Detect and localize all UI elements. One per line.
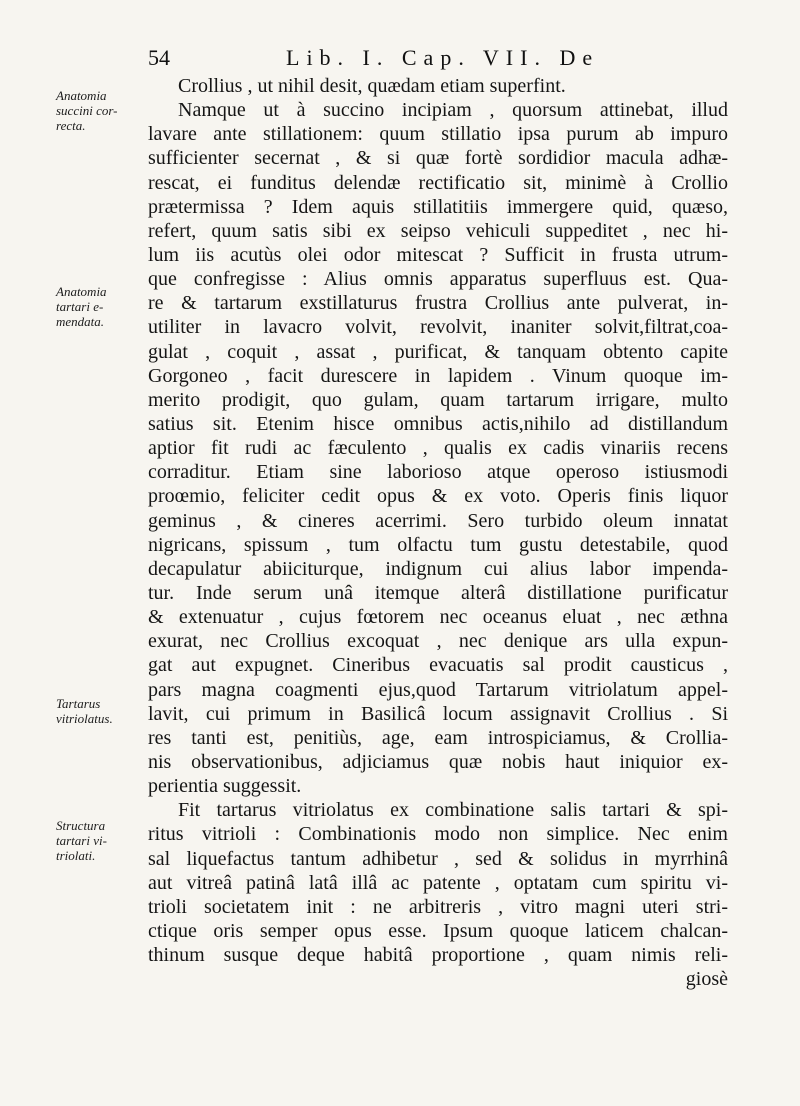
margin-note-line: tartari vi- <box>56 833 107 848</box>
page-header <box>148 44 728 74</box>
text-line: & extenuatur , cujus fœtorem nec oceanus eluat , nec æthna <box>148 606 728 629</box>
text-line: lum iis acutùs olei odor mitescat ? Sufficit in frusta utrum- <box>148 243 728 266</box>
text-line: sufficienter secernat , & si quæ fortè sordidior macula adhæ- <box>148 147 728 170</box>
text-line: rescat, ei funditus delendæ rectificatio sit, minimè à Crollio <box>148 171 728 194</box>
margin-note-structura <box>56 818 107 863</box>
text-line: trioli societatem init : ne arbitreris , vitro magni uteri stri- <box>148 895 728 918</box>
text-line: que confregisse : Alius omnis apparatus superfluus est. Qua- <box>148 268 728 291</box>
text-line: geminus , & cineres acerrimi. Sero turbido oleum innatat <box>148 509 728 532</box>
margin-note-anatomia-succini <box>56 88 117 133</box>
margin-notes <box>56 0 136 1106</box>
margin-note-line: triolati. <box>56 848 96 863</box>
text-line: lavare ante stillationem: quum stillatio ipsa purum ab impuro <box>148 123 728 146</box>
text-line: Fit tartarus vitriolatus ex combinatione salis tartari & spi- <box>178 799 728 822</box>
text-line: tur. Inde serum unâ itemque alterâ distillatione purificatur <box>148 581 728 604</box>
running-head: Lib. I. Cap. VII. De <box>286 45 600 70</box>
margin-note-line: Structura <box>56 818 106 833</box>
text-line: Gorgoneo , facit durescere in lapidem . Vinum quoque im- <box>148 364 728 387</box>
text-line: lavit, cui primum in Basilicâ locum assignavit Crollius . Si <box>148 702 728 725</box>
text-line: aut vitreâ patinâ latâ illâ ac patente , optatam cum spiritu vi- <box>148 871 728 894</box>
text-line: prætermissa ? Idem aquis stillatitiis immergere quid, quæso, <box>148 195 728 218</box>
text-line: re & tartarum exstillaturus frustra Crollius ante pulverat, in- <box>148 292 728 315</box>
margin-note-line: vitriolatus. <box>56 711 113 726</box>
text-line: gulat , coquit , assat , purificat, & tanquam obtento capite <box>148 340 728 363</box>
text-line: exurat, nec Crollius excoquat , nec denique ars ulla expun- <box>148 630 728 653</box>
text-line: res tanti est, penitiùs, age, eam introspiciamus, & Crollia- <box>148 726 728 749</box>
body-text <box>148 74 728 991</box>
margin-note-line: succini cor- <box>56 103 118 118</box>
text-line: ritus vitrioli : Combinationis modo non simplice. Nec enim <box>148 823 728 846</box>
text-line: utiliter in lavacro volvit, revolvit, inaniter solvit,filtrat,coa- <box>148 316 728 339</box>
text-line: perientia suggessit. <box>148 775 302 798</box>
text-line: nigricans, spissum , tum olfactu tum gustu detestabile, quod <box>148 533 728 556</box>
margin-note-line: mendata. <box>56 314 105 329</box>
text-line: pars magna coagmenti ejus,quod Tartarum vitriolatum appel- <box>148 678 728 701</box>
text-line: thinum susque deque habitâ proportione , quam nimis reli- <box>148 944 728 967</box>
text-line: Namque ut à succino incipiam , quorsum attinebat, illud <box>178 99 728 122</box>
text-line: sal liquefactus tantum adhibetur , sed & solidus in myrrhinâ <box>148 847 728 870</box>
text-line: proœmio, feliciter cedit opus & ex voto. Operis finis liquor <box>148 485 728 508</box>
text-line: aptior fit rudi ac fæculento , qualis ex cadis vinariis recens <box>148 437 728 460</box>
margin-note-line: Tartarus <box>56 696 101 711</box>
page-number: 54 <box>148 45 170 70</box>
text-line: ctique oris semper opus esse. Ipsum quoque laticem chalcan- <box>148 919 728 942</box>
text-line: satius sit. Etenim hisce omnibus actis,nihilo ad distillandum <box>148 412 728 435</box>
catchword: giosè <box>685 968 728 991</box>
text-line: nis observationibus, adjiciamus quæ nobis haut iniquior ex- <box>148 750 728 773</box>
margin-note-tartarus-vitriolatus <box>56 696 113 726</box>
margin-note-line: recta. <box>56 118 86 133</box>
text-line: refert, quum satis sibi ex seipso vehiculi suppeditet , nec hi- <box>148 219 728 242</box>
margin-note-line: Anatomia <box>56 284 107 299</box>
text-line: corraditur. Etiam sine laborioso atque operoso istiusmodi <box>148 461 728 484</box>
margin-note-line: tartari e- <box>56 299 104 314</box>
margin-note-line: Anatomia <box>56 88 107 103</box>
text-line: gat aut expugnet. Cineribus evacuatis sal prodit causticus , <box>148 654 728 677</box>
margin-note-anatomia-tartari <box>56 284 107 329</box>
text-line: decapulatur abiiciturque, indignum cui alius labor impenda- <box>148 557 728 580</box>
text-line: merito prodigit, quo gulam, quam tartarum irrigare, multo <box>148 388 728 411</box>
text-line: Crollius , ut nihil desit, quædam etiam superfint. <box>178 75 566 97</box>
